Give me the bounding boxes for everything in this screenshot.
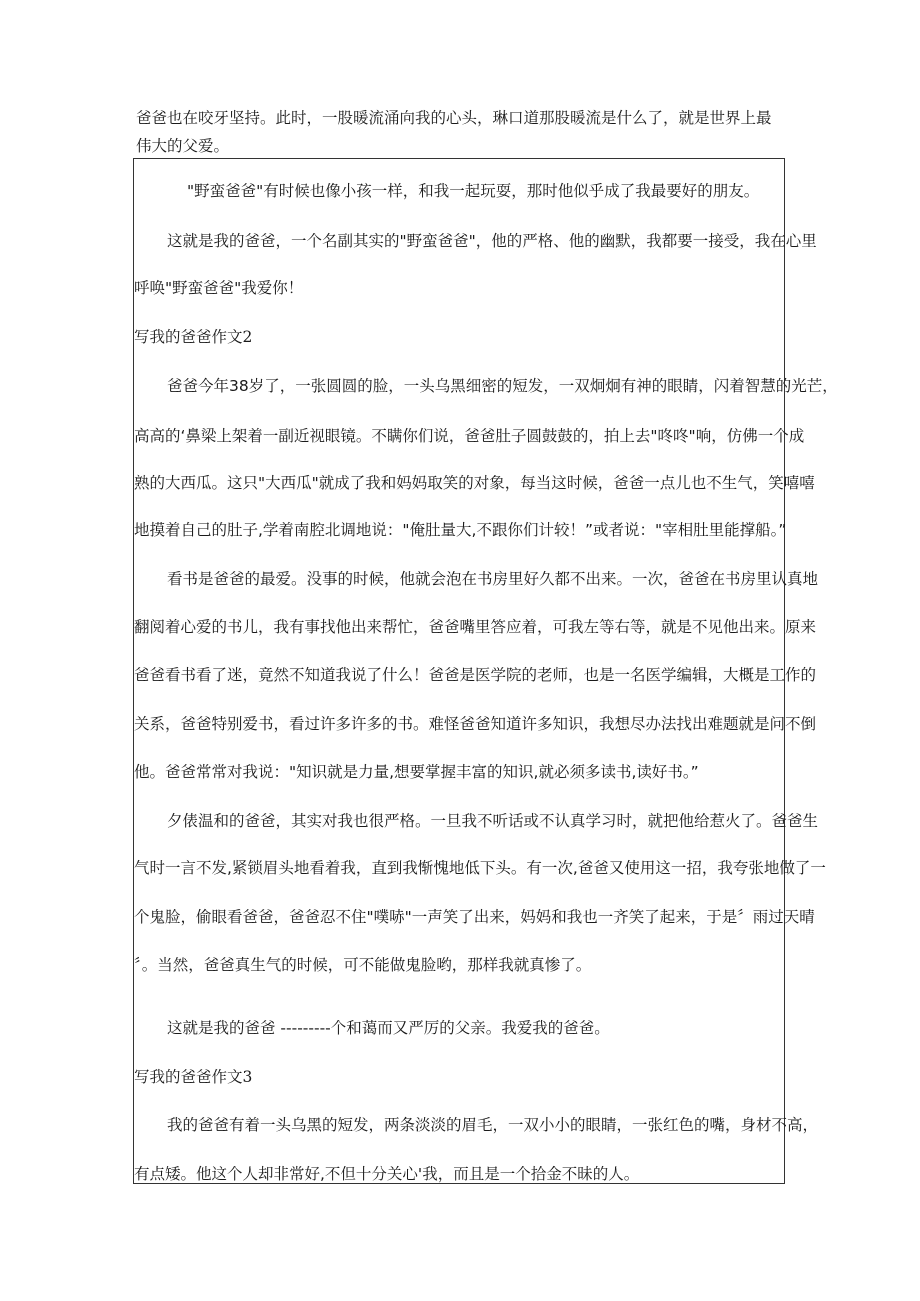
section-heading: 写我的爸爸作文3 <box>134 1068 253 1086</box>
paragraph-line: 有点矮。他这个人却非常好,不但十分关心'我，而且是一个拾金不昧的人。 <box>134 1165 640 1183</box>
paragraph-line: 这就是我的爸爸 ---------个和蔼而又严厉的父亲。我爱我的爸爸。 <box>167 1019 610 1037</box>
paragraph-line: 关系，爸爸特别爱书，看过许多许多的书。难怪爸爸知道许多知识，我想尽办法找出难题就是问不倒 <box>134 715 817 733</box>
intro-paragraph: 爸爸也在咬牙坚持。此时，一股暖流涌向我的心头，琳口道那股暖流是什么了，就是世界上最伟大的父爱。 <box>136 109 772 155</box>
paragraph-line: 这就是我的爸爸，一个名副其实的"野蛮爸爸"，他的严格、他的幽默，我都要一接受，我在心里 <box>167 232 817 250</box>
paragraph-line: 爸爸今年38岁了，一张圆圆的脸，一头乌黑细密的短发，一双炯炯有神的眼睛，闪着智慧的光芒， <box>167 377 838 395</box>
paragraph-line: 爸爸看书看了迷，竟然不知道我说了什么！爸爸是医学院的老师，也是一名医学编辑，大概是工作的 <box>134 666 817 684</box>
paragraph-line: "野蛮爸爸"有时候也像小孩一样，和我一起玩耍，那时他似乎成了我最要好的朋友。 <box>187 182 760 200</box>
paragraph-line: 地摸着自己的肚子,学着南腔北调地说："俺肚量大,不跟你们计较！”或者说："宰相肚里能撑船。” <box>134 521 787 539</box>
paragraph-line: 他。爸爸常常对我说："知识就是力量,想要掌握丰富的知识,就必须多读书,读好书。” <box>134 763 699 781</box>
paragraph-line: 翻阅着心爱的书儿，我有事找他出来帮忙，爸爸嘴里答应着，可我左等右等，就是不见他出来。原来 <box>134 618 817 636</box>
paragraph-line: 看书是爸爸的最爱。没事的时候，他就会泡在书房里好久都不出来。一次，爸爸在书房里认真地 <box>167 570 819 588</box>
paragraph-line: 夕俵温和的爸爸，其实对我也很严格。一旦我不听话或不认真学习时，就把他给惹火了。爸爸生 <box>167 812 819 830</box>
essay-box <box>133 158 838 1184</box>
paragraph-line: 个鬼脸，偷眼看爸爸，爸爸忍不住"噗哧"一声笑了出来，妈妈和我也一齐笑了起来，于是〞雨过天晴 <box>134 908 815 926</box>
paragraph-line: 熟的大西瓜。这只"大西瓜"就成了我和妈妈取笑的对象，每当这时候，爸爸一点儿也不生气，笑嘻嘻 <box>134 474 815 492</box>
paragraph-line: 呼唤"野蛮爸爸"我爱你！ <box>134 279 304 297</box>
paragraph-line: 气时一言不发,紧锁眉头地看着我，直到我惭愧地低下头。有一次,爸爸又使用这一招，我夸张地做了一 <box>134 859 826 877</box>
section-heading: 写我的爸爸作文2 <box>134 328 253 346</box>
paragraph-line: 〞。当然，爸爸真生气的时候，可不能做鬼脸哟，那样我就真惨了。 <box>134 956 592 974</box>
paragraph-line: 高高的‘鼻梁上架着一副近视眼镜。不瞒你们说，爸爸肚子圆鼓鼓的，拍上去"咚咚"响，仿佛一个成 <box>134 427 805 445</box>
paragraph-line: 我的爸爸有着一头乌黑的短发，两条淡淡的眉毛，一双小小的眼睛，一张红色的嘴，身材不高， <box>167 1116 819 1134</box>
